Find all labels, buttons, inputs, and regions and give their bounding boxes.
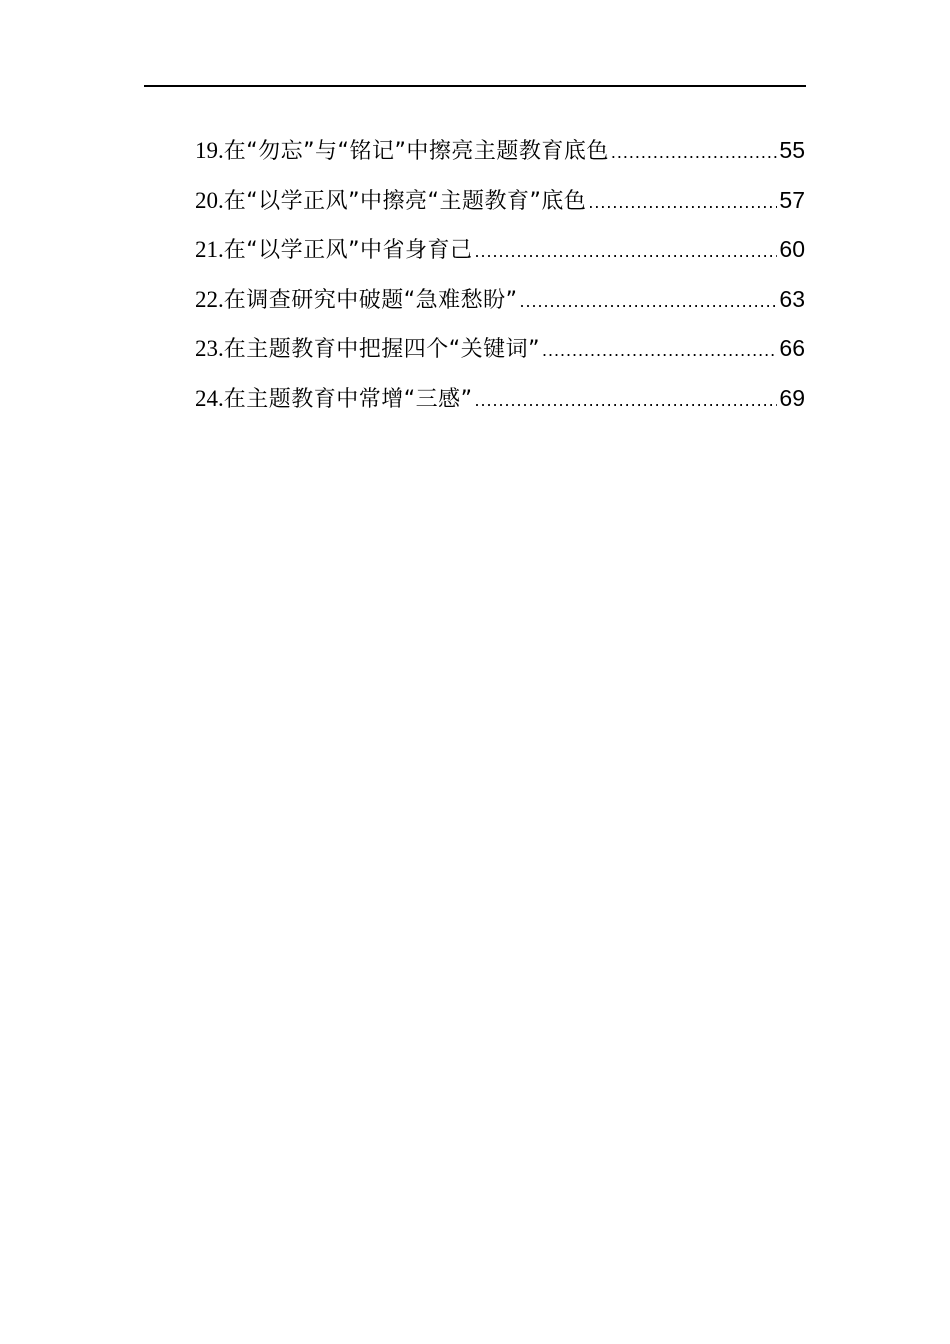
toc-entry-title: 在调查研究中破题“急难愁盼” bbox=[223, 287, 518, 313]
table-of-contents bbox=[195, 128, 805, 426]
toc-entry-page: 63 bbox=[779, 285, 805, 312]
toc-entry-page: 57 bbox=[779, 186, 805, 213]
toc-entry-page: 69 bbox=[779, 384, 805, 411]
toc-entry-title: 在主题教育中常增“三感” bbox=[223, 386, 473, 412]
toc-entry-page: 60 bbox=[779, 236, 805, 263]
header-rule bbox=[144, 85, 806, 87]
toc-entry-22[interactable] bbox=[195, 277, 805, 327]
toc-entry-title: 在“以学正风”中省身育己 bbox=[223, 238, 473, 264]
toc-dot-leader bbox=[588, 180, 777, 224]
toc-dot-leader bbox=[542, 328, 777, 372]
toc-entry-21[interactable] bbox=[195, 227, 805, 277]
toc-entry-title: 在“勿忘”与“铭记”中擦亮主题教育底色 bbox=[223, 139, 609, 164]
toc-entry-number: 20. bbox=[195, 187, 224, 213]
toc-dot-leader bbox=[475, 378, 778, 422]
toc-entry-23[interactable] bbox=[195, 326, 805, 376]
toc-entry-number: 23. bbox=[195, 336, 224, 362]
toc-entry-title: 在“以学正风”中擦亮“主题教育”底色 bbox=[223, 188, 587, 214]
toc-entry-19[interactable] bbox=[195, 128, 805, 178]
toc-entry-24[interactable] bbox=[195, 376, 805, 426]
toc-dot-leader bbox=[611, 130, 778, 174]
toc-dot-leader bbox=[520, 279, 778, 323]
toc-entry-number: 22. bbox=[195, 286, 224, 312]
toc-entry-number: 21. bbox=[195, 237, 224, 263]
toc-entry-number: 24. bbox=[195, 385, 224, 411]
toc-entry-number: 19. bbox=[195, 138, 224, 163]
toc-entry-title: 在主题教育中把握四个“关键词” bbox=[223, 337, 541, 363]
toc-entry-page: 66 bbox=[779, 335, 805, 362]
toc-entry-20[interactable] bbox=[195, 178, 805, 228]
toc-dot-leader bbox=[475, 229, 778, 273]
toc-entry-page: 55 bbox=[779, 137, 805, 163]
